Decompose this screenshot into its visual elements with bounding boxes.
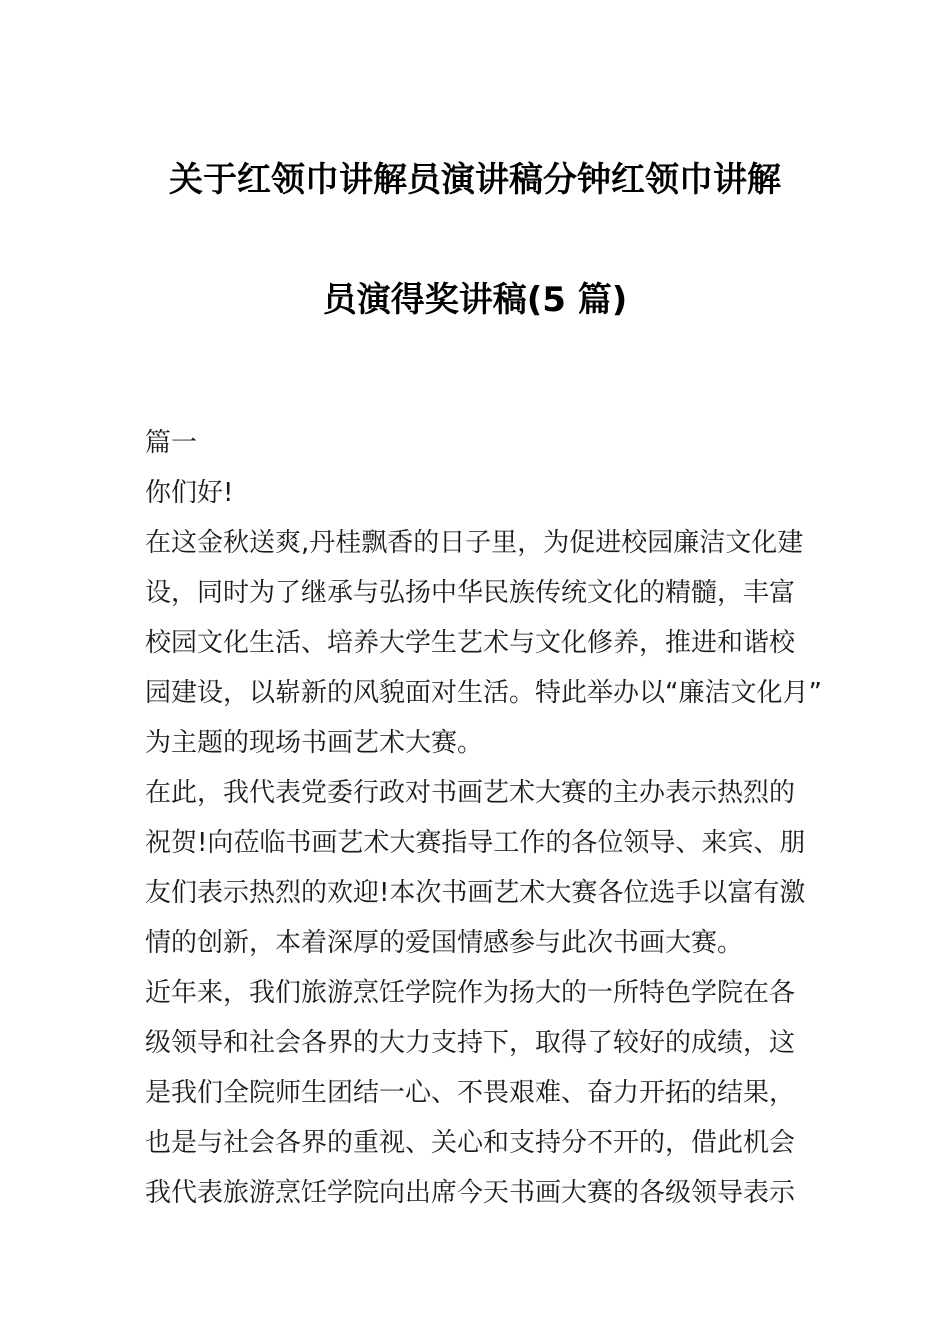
body-line: 也是与社会各界的重视、关心和支持分不开的，借此机会	[145, 1128, 796, 1158]
body-line: 是我们全院师生团结一心、不畏艰难、奋力开拓的结果，	[145, 1078, 796, 1108]
body-line: 在此，我代表党委行政对书画艺术大赛的主办表示热烈的	[145, 778, 796, 808]
body-line: 校园文化生活、培养大学生艺术与文化修养，推进和谐校	[145, 628, 796, 658]
body-line: 情的创新，本着深厚的爱国情感参与此次书画大赛。	[145, 928, 744, 958]
body-line: 祝贺!向莅临书画艺术大赛指导工作的各位领导、来宾、朋	[145, 828, 806, 858]
greeting-line: 你们好!	[145, 478, 234, 508]
body-line: 为主题的现场书画艺术大赛。	[145, 728, 484, 758]
document-title-line-1: 关于红领巾讲解员演讲稿分钟红领巾讲解	[169, 160, 781, 200]
document-title-line-2: 员演得奖讲稿(5 篇)	[322, 280, 628, 320]
document-body	[145, 418, 822, 1218]
body-line: 友们表示热烈的欢迎!本次书画艺术大赛各位选手以富有激	[145, 878, 806, 908]
body-line: 级领导和社会各界的大力支持下，取得了较好的成绩，这	[145, 1028, 796, 1058]
body-line: 设，同时为了继承与弘扬中华民族传统文化的精髓，丰富	[145, 578, 796, 608]
body-line: 近年来，我们旅游烹饪学院作为扬大的一所特色学院在各	[145, 978, 796, 1008]
body-line: 园建设，以崭新的风貌面对生活。特此举办以“廉洁文化月”	[145, 678, 822, 708]
section-heading: 篇一	[145, 428, 198, 458]
body-line: 在这金秋送爽,丹桂飘香的日子里，为促进校园廉洁文化建	[145, 528, 804, 558]
body-line: 我代表旅游烹饪学院向出席今天书画大赛的各级领导表示	[145, 1178, 796, 1208]
